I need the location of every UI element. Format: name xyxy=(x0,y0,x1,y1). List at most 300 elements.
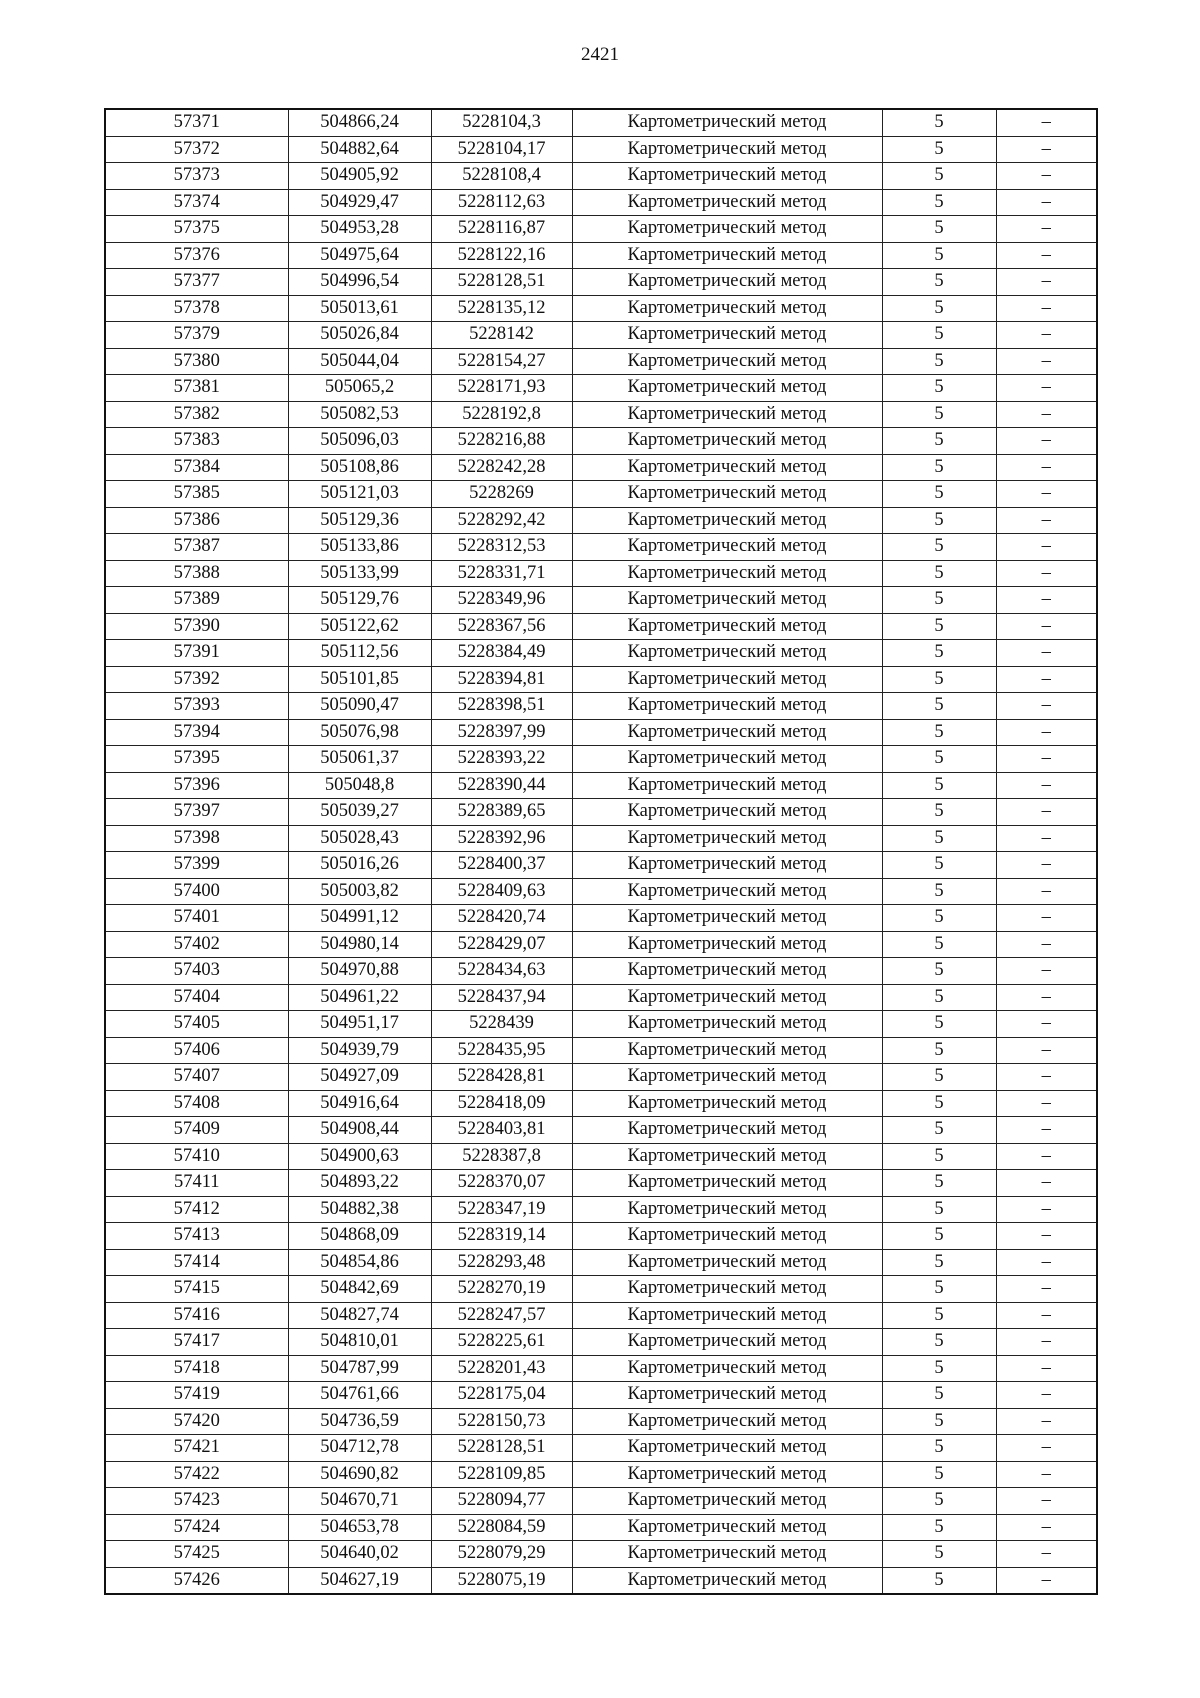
x-coordinate-cell: 504882,64 xyxy=(288,136,431,163)
method-cell: Картометрический метод xyxy=(572,481,882,508)
method-cell: Картометрический метод xyxy=(572,269,882,296)
method-cell: Картометрический метод xyxy=(572,322,882,349)
x-coordinate-cell: 504953,28 xyxy=(288,216,431,243)
y-coordinate-cell: 5228349,96 xyxy=(431,587,572,614)
table-row xyxy=(105,401,1097,428)
point-number-cell: 57400 xyxy=(105,878,288,905)
description-cell: – xyxy=(996,534,1097,561)
y-coordinate-cell: 5228428,81 xyxy=(431,1064,572,1091)
y-coordinate-cell: 5228435,95 xyxy=(431,1037,572,1064)
description-cell: – xyxy=(996,375,1097,402)
x-coordinate-cell: 505129,36 xyxy=(288,507,431,534)
description-cell: – xyxy=(996,189,1097,216)
table-row xyxy=(105,348,1097,375)
x-coordinate-cell: 504916,64 xyxy=(288,1090,431,1117)
accuracy-cell: 5 xyxy=(882,1223,996,1250)
accuracy-cell: 5 xyxy=(882,1090,996,1117)
x-coordinate-cell: 504908,44 xyxy=(288,1117,431,1144)
x-coordinate-cell: 504961,22 xyxy=(288,984,431,1011)
accuracy-cell: 5 xyxy=(882,825,996,852)
table-row xyxy=(105,216,1097,243)
table-row xyxy=(105,109,1097,136)
table-row xyxy=(105,772,1097,799)
table-row xyxy=(105,931,1097,958)
x-coordinate-cell: 505090,47 xyxy=(288,693,431,720)
method-cell: Картометрический метод xyxy=(572,1355,882,1382)
description-cell: – xyxy=(996,1090,1097,1117)
method-cell: Картометрический метод xyxy=(572,136,882,163)
accuracy-cell: 5 xyxy=(882,428,996,455)
x-coordinate-cell: 505026,84 xyxy=(288,322,431,349)
table-row xyxy=(105,746,1097,773)
y-coordinate-cell: 5228292,42 xyxy=(431,507,572,534)
accuracy-cell: 5 xyxy=(882,560,996,587)
method-cell: Картометрический метод xyxy=(572,1011,882,1038)
x-coordinate-cell: 504842,69 xyxy=(288,1276,431,1303)
accuracy-cell: 5 xyxy=(882,1117,996,1144)
method-cell: Картометрический метод xyxy=(572,1329,882,1356)
x-coordinate-cell: 504882,38 xyxy=(288,1196,431,1223)
y-coordinate-cell: 5228293,48 xyxy=(431,1249,572,1276)
y-coordinate-cell: 5228400,37 xyxy=(431,852,572,879)
method-cell: Картометрический метод xyxy=(572,109,882,136)
point-number-cell: 57408 xyxy=(105,1090,288,1117)
accuracy-cell: 5 xyxy=(882,1196,996,1223)
x-coordinate-cell: 504996,54 xyxy=(288,269,431,296)
description-cell: – xyxy=(996,1170,1097,1197)
point-number-cell: 57419 xyxy=(105,1382,288,1409)
point-number-cell: 57410 xyxy=(105,1143,288,1170)
method-cell: Картометрический метод xyxy=(572,1408,882,1435)
point-number-cell: 57385 xyxy=(105,481,288,508)
y-coordinate-cell: 5228094,77 xyxy=(431,1488,572,1515)
accuracy-cell: 5 xyxy=(882,613,996,640)
point-number-cell: 57413 xyxy=(105,1223,288,1250)
point-number-cell: 57386 xyxy=(105,507,288,534)
method-cell: Картометрический метод xyxy=(572,1037,882,1064)
point-number-cell: 57380 xyxy=(105,348,288,375)
table-row xyxy=(105,1329,1097,1356)
table-row xyxy=(105,958,1097,985)
y-coordinate-cell: 5228150,73 xyxy=(431,1408,572,1435)
y-coordinate-cell: 5228398,51 xyxy=(431,693,572,720)
y-coordinate-cell: 5228392,96 xyxy=(431,825,572,852)
point-number-cell: 57393 xyxy=(105,693,288,720)
table-row xyxy=(105,1567,1097,1594)
accuracy-cell: 5 xyxy=(882,931,996,958)
method-cell: Картометрический метод xyxy=(572,587,882,614)
x-coordinate-cell: 505048,8 xyxy=(288,772,431,799)
x-coordinate-cell: 504951,17 xyxy=(288,1011,431,1038)
point-number-cell: 57415 xyxy=(105,1276,288,1303)
x-coordinate-cell: 504712,78 xyxy=(288,1435,431,1462)
y-coordinate-cell: 5228390,44 xyxy=(431,772,572,799)
description-cell: – xyxy=(996,1488,1097,1515)
description-cell: – xyxy=(996,666,1097,693)
point-number-cell: 57421 xyxy=(105,1435,288,1462)
method-cell: Картометрический метод xyxy=(572,984,882,1011)
method-cell: Картометрический метод xyxy=(572,507,882,534)
accuracy-cell: 5 xyxy=(882,1355,996,1382)
y-coordinate-cell: 5228225,61 xyxy=(431,1329,572,1356)
point-number-cell: 57412 xyxy=(105,1196,288,1223)
x-coordinate-cell: 505129,76 xyxy=(288,587,431,614)
y-coordinate-cell: 5228270,19 xyxy=(431,1276,572,1303)
accuracy-cell: 5 xyxy=(882,375,996,402)
table-row xyxy=(105,428,1097,455)
table-row xyxy=(105,852,1097,879)
point-number-cell: 57424 xyxy=(105,1514,288,1541)
method-cell: Картометрический метод xyxy=(572,1567,882,1594)
accuracy-cell: 5 xyxy=(882,984,996,1011)
accuracy-cell: 5 xyxy=(882,640,996,667)
x-coordinate-cell: 505082,53 xyxy=(288,401,431,428)
method-cell: Картометрический метод xyxy=(572,1541,882,1568)
table-row xyxy=(105,454,1097,481)
table-row xyxy=(105,1090,1097,1117)
description-cell: – xyxy=(996,1037,1097,1064)
point-number-cell: 57409 xyxy=(105,1117,288,1144)
y-coordinate-cell: 5228347,19 xyxy=(431,1196,572,1223)
x-coordinate-cell: 504980,14 xyxy=(288,931,431,958)
table-row xyxy=(105,1514,1097,1541)
x-coordinate-cell: 505003,82 xyxy=(288,878,431,905)
method-cell: Картометрический метод xyxy=(572,693,882,720)
accuracy-cell: 5 xyxy=(882,1249,996,1276)
point-number-cell: 57387 xyxy=(105,534,288,561)
method-cell: Картометрический метод xyxy=(572,719,882,746)
point-number-cell: 57395 xyxy=(105,746,288,773)
table-row xyxy=(105,163,1097,190)
table-row xyxy=(105,1143,1097,1170)
x-coordinate-cell: 505112,56 xyxy=(288,640,431,667)
method-cell: Картометрический метод xyxy=(572,958,882,985)
x-coordinate-cell: 504970,88 xyxy=(288,958,431,985)
accuracy-cell: 5 xyxy=(882,242,996,269)
accuracy-cell: 5 xyxy=(882,693,996,720)
point-number-cell: 57391 xyxy=(105,640,288,667)
accuracy-cell: 5 xyxy=(882,189,996,216)
description-cell: – xyxy=(996,719,1097,746)
description-cell: – xyxy=(996,587,1097,614)
x-coordinate-cell: 504975,64 xyxy=(288,242,431,269)
description-cell: – xyxy=(996,401,1097,428)
method-cell: Картометрический метод xyxy=(572,189,882,216)
table-row xyxy=(105,534,1097,561)
description-cell: – xyxy=(996,1064,1097,1091)
accuracy-cell: 5 xyxy=(882,878,996,905)
accuracy-cell: 5 xyxy=(882,772,996,799)
x-coordinate-cell: 504670,71 xyxy=(288,1488,431,1515)
description-cell: – xyxy=(996,1011,1097,1038)
point-number-cell: 57379 xyxy=(105,322,288,349)
accuracy-cell: 5 xyxy=(882,322,996,349)
accuracy-cell: 5 xyxy=(882,719,996,746)
method-cell: Картометрический метод xyxy=(572,613,882,640)
description-cell: – xyxy=(996,825,1097,852)
coordinates-table xyxy=(104,108,1098,1595)
y-coordinate-cell: 5228112,63 xyxy=(431,189,572,216)
point-number-cell: 57417 xyxy=(105,1329,288,1356)
point-number-cell: 57382 xyxy=(105,401,288,428)
table-row xyxy=(105,613,1097,640)
description-cell: – xyxy=(996,613,1097,640)
description-cell: – xyxy=(996,242,1097,269)
point-number-cell: 57402 xyxy=(105,931,288,958)
x-coordinate-cell: 504736,59 xyxy=(288,1408,431,1435)
table-row xyxy=(105,1117,1097,1144)
method-cell: Картометрический метод xyxy=(572,1196,882,1223)
point-number-cell: 57405 xyxy=(105,1011,288,1038)
point-number-cell: 57392 xyxy=(105,666,288,693)
point-number-cell: 57375 xyxy=(105,216,288,243)
point-number-cell: 57411 xyxy=(105,1170,288,1197)
method-cell: Картометрический метод xyxy=(572,428,882,455)
accuracy-cell: 5 xyxy=(882,1302,996,1329)
accuracy-cell: 5 xyxy=(882,1037,996,1064)
x-coordinate-cell: 504627,19 xyxy=(288,1567,431,1594)
accuracy-cell: 5 xyxy=(882,1329,996,1356)
y-coordinate-cell: 5228269 xyxy=(431,481,572,508)
y-coordinate-cell: 5228104,3 xyxy=(431,109,572,136)
method-cell: Картометрический метод xyxy=(572,1382,882,1409)
y-coordinate-cell: 5228319,14 xyxy=(431,1223,572,1250)
y-coordinate-cell: 5228384,49 xyxy=(431,640,572,667)
point-number-cell: 57390 xyxy=(105,613,288,640)
point-number-cell: 57396 xyxy=(105,772,288,799)
table-row xyxy=(105,295,1097,322)
description-cell: – xyxy=(996,984,1097,1011)
description-cell: – xyxy=(996,1276,1097,1303)
method-cell: Картометрический метод xyxy=(572,852,882,879)
point-number-cell: 57389 xyxy=(105,587,288,614)
method-cell: Картометрический метод xyxy=(572,1461,882,1488)
y-coordinate-cell: 5228370,07 xyxy=(431,1170,572,1197)
x-coordinate-cell: 505096,03 xyxy=(288,428,431,455)
description-cell: – xyxy=(996,295,1097,322)
method-cell: Картометрический метод xyxy=(572,560,882,587)
table-row xyxy=(105,136,1097,163)
y-coordinate-cell: 5228075,19 xyxy=(431,1567,572,1594)
table-row xyxy=(105,375,1097,402)
description-cell: – xyxy=(996,1223,1097,1250)
table-row xyxy=(105,1488,1097,1515)
description-cell: – xyxy=(996,1382,1097,1409)
x-coordinate-cell: 505101,85 xyxy=(288,666,431,693)
method-cell: Картометрический метод xyxy=(572,931,882,958)
y-coordinate-cell: 5228171,93 xyxy=(431,375,572,402)
x-coordinate-cell: 504653,78 xyxy=(288,1514,431,1541)
description-cell: – xyxy=(996,322,1097,349)
y-coordinate-cell: 5228116,87 xyxy=(431,216,572,243)
y-coordinate-cell: 5228389,65 xyxy=(431,799,572,826)
method-cell: Картометрический метод xyxy=(572,1064,882,1091)
accuracy-cell: 5 xyxy=(882,1276,996,1303)
accuracy-cell: 5 xyxy=(882,1408,996,1435)
table-body xyxy=(105,109,1097,1594)
y-coordinate-cell: 5228192,8 xyxy=(431,401,572,428)
y-coordinate-cell: 5228393,22 xyxy=(431,746,572,773)
y-coordinate-cell: 5228135,12 xyxy=(431,295,572,322)
description-cell: – xyxy=(996,878,1097,905)
accuracy-cell: 5 xyxy=(882,1461,996,1488)
table-row xyxy=(105,878,1097,905)
method-cell: Картометрический метод xyxy=(572,1117,882,1144)
table-row xyxy=(105,825,1097,852)
description-cell: – xyxy=(996,481,1097,508)
y-coordinate-cell: 5228104,17 xyxy=(431,136,572,163)
description-cell: – xyxy=(996,1567,1097,1594)
x-coordinate-cell: 504640,02 xyxy=(288,1541,431,1568)
y-coordinate-cell: 5228242,28 xyxy=(431,454,572,481)
accuracy-cell: 5 xyxy=(882,1064,996,1091)
y-coordinate-cell: 5228387,8 xyxy=(431,1143,572,1170)
description-cell: – xyxy=(996,428,1097,455)
accuracy-cell: 5 xyxy=(882,746,996,773)
point-number-cell: 57371 xyxy=(105,109,288,136)
x-coordinate-cell: 504868,09 xyxy=(288,1223,431,1250)
x-coordinate-cell: 504827,74 xyxy=(288,1302,431,1329)
x-coordinate-cell: 504900,63 xyxy=(288,1143,431,1170)
x-coordinate-cell: 504939,79 xyxy=(288,1037,431,1064)
table-row xyxy=(105,693,1097,720)
point-number-cell: 57406 xyxy=(105,1037,288,1064)
y-coordinate-cell: 5228403,81 xyxy=(431,1117,572,1144)
description-cell: – xyxy=(996,216,1097,243)
description-cell: – xyxy=(996,693,1097,720)
y-coordinate-cell: 5228331,71 xyxy=(431,560,572,587)
table-row xyxy=(105,1223,1097,1250)
table-row xyxy=(105,1408,1097,1435)
point-number-cell: 57398 xyxy=(105,825,288,852)
y-coordinate-cell: 5228434,63 xyxy=(431,958,572,985)
y-coordinate-cell: 5228420,74 xyxy=(431,905,572,932)
method-cell: Картометрический метод xyxy=(572,401,882,428)
method-cell: Картометрический метод xyxy=(572,878,882,905)
method-cell: Картометрический метод xyxy=(572,799,882,826)
accuracy-cell: 5 xyxy=(882,269,996,296)
y-coordinate-cell: 5228247,57 xyxy=(431,1302,572,1329)
x-coordinate-cell: 505028,43 xyxy=(288,825,431,852)
method-cell: Картометрический метод xyxy=(572,163,882,190)
accuracy-cell: 5 xyxy=(882,852,996,879)
y-coordinate-cell: 5228128,51 xyxy=(431,1435,572,1462)
method-cell: Картометрический метод xyxy=(572,1276,882,1303)
method-cell: Картометрический метод xyxy=(572,1435,882,1462)
point-number-cell: 57377 xyxy=(105,269,288,296)
x-coordinate-cell: 504927,09 xyxy=(288,1064,431,1091)
x-coordinate-cell: 505122,62 xyxy=(288,613,431,640)
method-cell: Картометрический метод xyxy=(572,242,882,269)
y-coordinate-cell: 5228122,16 xyxy=(431,242,572,269)
point-number-cell: 57373 xyxy=(105,163,288,190)
point-number-cell: 57384 xyxy=(105,454,288,481)
method-cell: Картометрический метод xyxy=(572,1249,882,1276)
point-number-cell: 57399 xyxy=(105,852,288,879)
accuracy-cell: 5 xyxy=(882,1170,996,1197)
x-coordinate-cell: 504787,99 xyxy=(288,1355,431,1382)
table-row xyxy=(105,507,1097,534)
point-number-cell: 57416 xyxy=(105,1302,288,1329)
table-row xyxy=(105,1355,1097,1382)
point-number-cell: 57376 xyxy=(105,242,288,269)
description-cell: – xyxy=(996,746,1097,773)
description-cell: – xyxy=(996,507,1097,534)
table-row xyxy=(105,799,1097,826)
table-row xyxy=(105,1064,1097,1091)
table-row xyxy=(105,560,1097,587)
point-number-cell: 57374 xyxy=(105,189,288,216)
method-cell: Картометрический метод xyxy=(572,454,882,481)
point-number-cell: 57403 xyxy=(105,958,288,985)
description-cell: – xyxy=(996,1117,1097,1144)
description-cell: – xyxy=(996,1408,1097,1435)
accuracy-cell: 5 xyxy=(882,1011,996,1038)
point-number-cell: 57372 xyxy=(105,136,288,163)
point-number-cell: 57423 xyxy=(105,1488,288,1515)
accuracy-cell: 5 xyxy=(882,1514,996,1541)
description-cell: – xyxy=(996,560,1097,587)
x-coordinate-cell: 504690,82 xyxy=(288,1461,431,1488)
x-coordinate-cell: 504893,22 xyxy=(288,1170,431,1197)
method-cell: Картометрический метод xyxy=(572,1514,882,1541)
accuracy-cell: 5 xyxy=(882,481,996,508)
y-coordinate-cell: 5228429,07 xyxy=(431,931,572,958)
table-row xyxy=(105,1011,1097,1038)
accuracy-cell: 5 xyxy=(882,666,996,693)
table-row xyxy=(105,905,1097,932)
accuracy-cell: 5 xyxy=(882,216,996,243)
table-row xyxy=(105,1170,1097,1197)
method-cell: Картометрический метод xyxy=(572,375,882,402)
x-coordinate-cell: 505044,04 xyxy=(288,348,431,375)
description-cell: – xyxy=(996,1541,1097,1568)
description-cell: – xyxy=(996,1435,1097,1462)
x-coordinate-cell: 505133,86 xyxy=(288,534,431,561)
table-row xyxy=(105,640,1097,667)
table-row xyxy=(105,269,1097,296)
accuracy-cell: 5 xyxy=(882,163,996,190)
method-cell: Картометрический метод xyxy=(572,1090,882,1117)
point-number-cell: 57381 xyxy=(105,375,288,402)
y-coordinate-cell: 5228201,43 xyxy=(431,1355,572,1382)
accuracy-cell: 5 xyxy=(882,295,996,322)
method-cell: Картометрический метод xyxy=(572,905,882,932)
y-coordinate-cell: 5228397,99 xyxy=(431,719,572,746)
table-row xyxy=(105,587,1097,614)
description-cell: – xyxy=(996,136,1097,163)
description-cell: – xyxy=(996,1514,1097,1541)
description-cell: – xyxy=(996,1196,1097,1223)
y-coordinate-cell: 5228394,81 xyxy=(431,666,572,693)
method-cell: Картометрический метод xyxy=(572,825,882,852)
x-coordinate-cell: 504810,01 xyxy=(288,1329,431,1356)
description-cell: – xyxy=(996,905,1097,932)
y-coordinate-cell: 5228109,85 xyxy=(431,1461,572,1488)
point-number-cell: 57422 xyxy=(105,1461,288,1488)
description-cell: – xyxy=(996,931,1097,958)
point-number-cell: 57383 xyxy=(105,428,288,455)
y-coordinate-cell: 5228439 xyxy=(431,1011,572,1038)
x-coordinate-cell: 504866,24 xyxy=(288,109,431,136)
table-row xyxy=(105,242,1097,269)
x-coordinate-cell: 505133,99 xyxy=(288,560,431,587)
point-number-cell: 57418 xyxy=(105,1355,288,1382)
point-number-cell: 57404 xyxy=(105,984,288,1011)
x-coordinate-cell: 504854,86 xyxy=(288,1249,431,1276)
accuracy-cell: 5 xyxy=(882,109,996,136)
point-number-cell: 57425 xyxy=(105,1541,288,1568)
